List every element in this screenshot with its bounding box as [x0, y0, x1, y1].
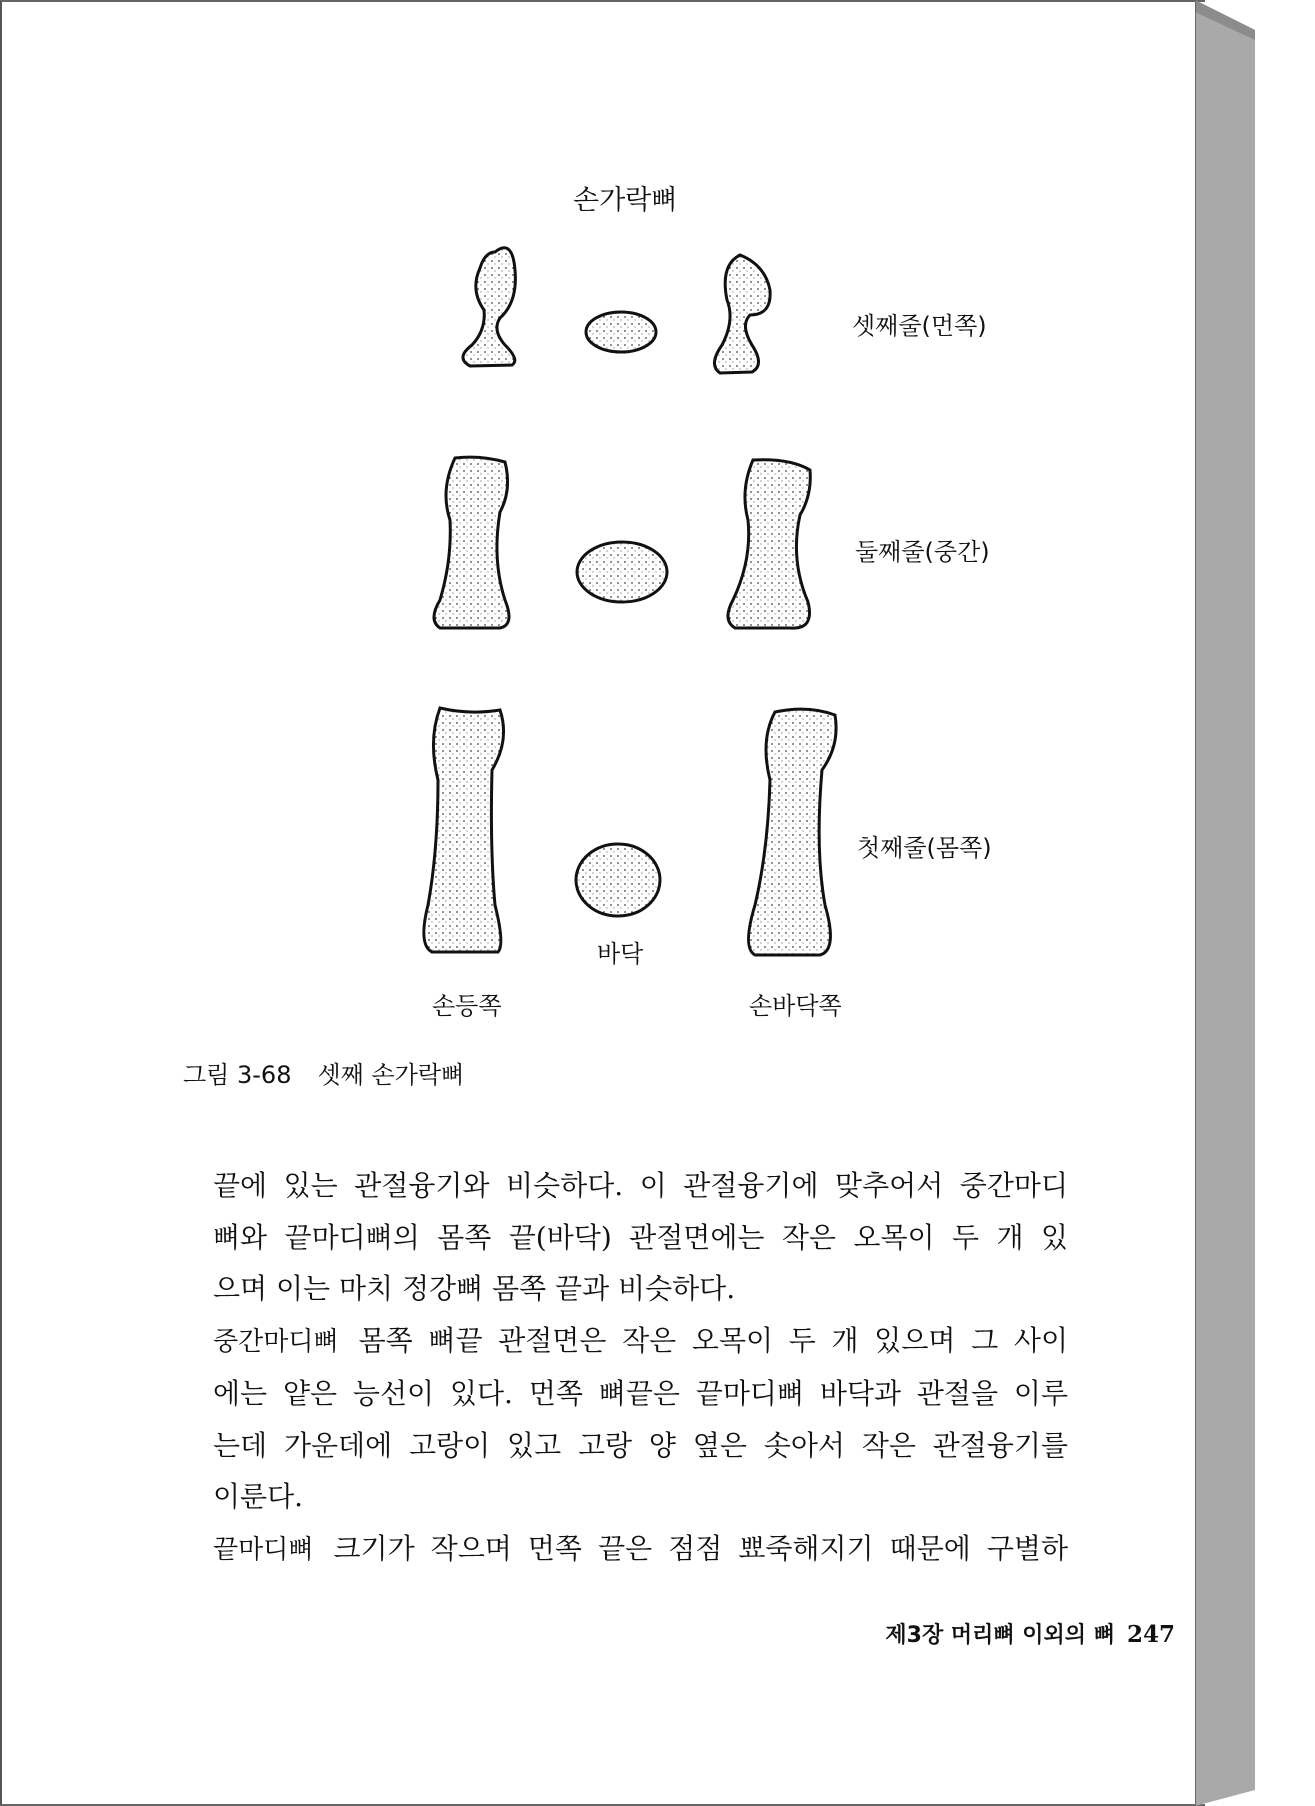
view-label-dorsal: 손등쪽	[432, 992, 502, 1020]
proximal-phalanx-dorsal	[424, 708, 504, 952]
body-text	[213, 1160, 1068, 1576]
book-spine	[1195, 0, 1275, 1806]
proximal-phalanx-base	[576, 844, 660, 916]
distal-phalanx-base	[586, 312, 656, 352]
text-line	[213, 1315, 1068, 1369]
text-line: 에는 얕은 능선이 있다. 먼쪽 뼈끝은 끝마디뼈 바닥과 관절을 이루	[213, 1377, 1068, 1410]
middle-phalanx-dorsal	[434, 457, 509, 628]
distal-phalanx-palmar	[714, 255, 770, 373]
caption-number: 그림 3-68	[183, 1061, 292, 1089]
text-line: 는데 가운데에 고랑이 있고 고랑 양 옆은 솟아서 작은 관절융기를	[213, 1428, 1068, 1462]
base-label: 바닥	[597, 940, 644, 968]
text-line-content: 몸쪽 뼈끝 관절면은 작은 오목이 두 개 있으며 그 사이	[358, 1323, 1068, 1357]
term-middle-phalanx: 중간마디뼈	[213, 1326, 339, 1357]
figure-caption	[183, 1055, 464, 1090]
distal-phalanx-dorsal	[463, 248, 515, 366]
caption-text: 셋째 손가락뼈	[317, 1061, 465, 1089]
text-line	[213, 1523, 1068, 1577]
page-footer	[885, 1618, 1175, 1649]
text-line: 이룬다.	[213, 1480, 304, 1513]
term-distal-phalanx: 끝마디뼈	[213, 1534, 314, 1565]
view-label-palmar: 손바닥쪽	[749, 992, 842, 1020]
middle-phalanx-palmar	[728, 460, 810, 628]
row-label-middle: 둘째줄(중간)	[855, 538, 990, 566]
chapter-title: 제3장 머리뼈 이외의 뼈	[885, 1623, 1115, 1648]
middle-phalanx-base	[577, 542, 667, 602]
text-line-content: 크기가 작으며 먼쪽 끝은 점점 뾰죽해지기 때문에 구별하	[333, 1531, 1068, 1565]
figure-title: 손가락뼈	[573, 185, 678, 216]
text-line: 뼈와 끝마디뼈의 몸쪽 끝(바닥) 관절면에는 작은 오목이 두 개 있	[213, 1220, 1068, 1254]
proximal-phalanx-palmar	[749, 709, 837, 955]
row-label-distal: 셋째줄(먼쪽)	[852, 312, 987, 340]
text-line: 끝에 있는 관절융기와 비슷하다. 이 관절융기에 맞추어서 중간마디	[213, 1169, 1068, 1202]
page-number: 247	[1126, 1621, 1175, 1648]
row-label-proximal: 첫째줄(몸쪽)	[857, 834, 992, 862]
text-line: 으며 이는 마치 정강뼈 몸쪽 끝과 비슷하다.	[213, 1272, 736, 1305]
